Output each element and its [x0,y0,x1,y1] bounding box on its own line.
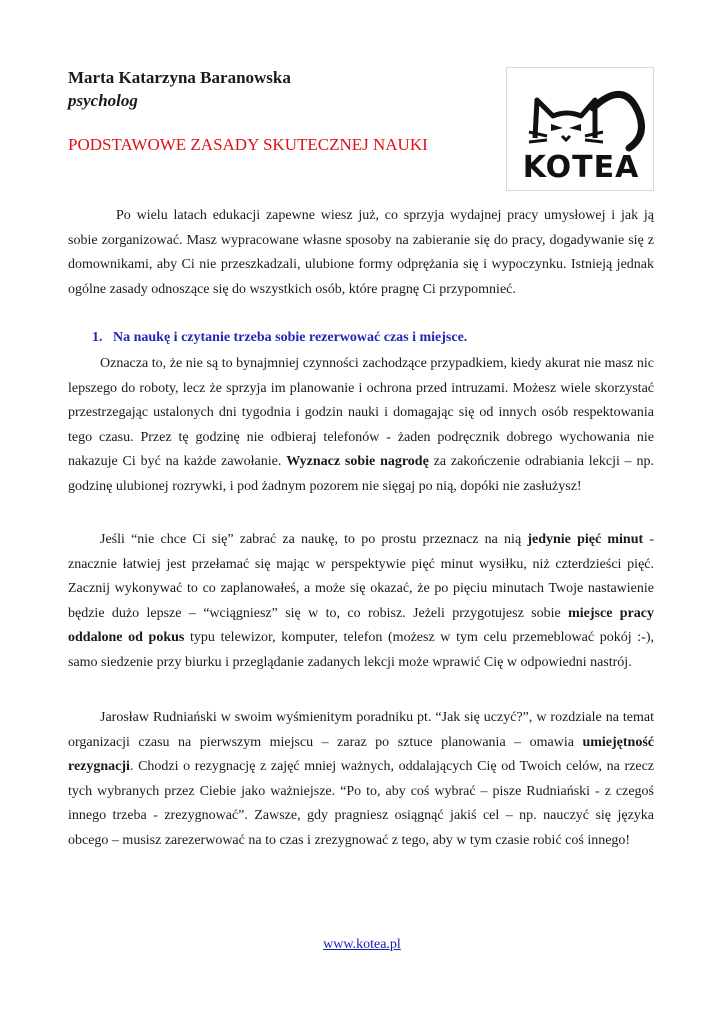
paragraph-3-text-b: . Chodzi o rezygnację z zajęć mniej ważnych, oddalających Cię od Twoich celów, na rzecz tych wybranych przez Ciebie jako ważniejsze. “Po to, aby coś wybrać – pisze Rudniański - z czegoś innego trzeba - zrezygnować”. Zawsze, gdy pragniesz osiągnąć jakiś cel – np. nauczyć się języka obcego – musisz zarezerwować na to czas i zrezygnować z tego, aby w tym czasie robić coś innego! [68,759,654,848]
author-role: psycholog [68,91,138,110]
paragraph-3-bold-a: umiejętność rezygnacji [68,734,654,774]
section-heading-text: Na naukę i czytanie trzeba sobie rezerwować czas i miejsce. [113,330,468,345]
paragraph-2-text-b: - znacznie łatwiej jest przełamać się mając w perspektywie pięć minut wysiłku, niż czterdzieści pięć. Zacznij wykonywać to co zaplanowałeś, a może się okazać, że po pięciu minutach Twoje nastawienie będzie dużo lepsze – “wciągniesz” się w to, co robisz. Jeżeli przygotujesz sobie [68,532,654,621]
paragraph-1-text-b: za zakończenie odrabiania lekcji – np. godzinę ulubionej rozrywki, i pod żadnym pozorem nie sięgaj po nią, dopóki nie zasłużysz! [68,454,654,494]
paragraph-3-text-a: Jarosław Rudniański w swoim wyśmienitym poradniku pt. “Jak się uczyć?”, w rozdziale na temat organizacji czasu na pierwszym miejscu – zaraz po sztuce planowania – omawia [68,710,654,750]
paragraph-2 [68,528,654,675]
logo-wordmark: KOTEA [522,150,640,185]
paragraph-2-text-c: typu telewizor, komputer, telefon (możesz w tym celu przemeblować pokój :-), samo siedzenie przy biurku i przeglądanie zadanych lekcji może wprawić Cię w odpowiedni nastrój. [68,630,655,670]
paragraph-3 [68,706,654,853]
intro-paragraph: Po wielu latach edukacji zapewne wiesz już, co sprzyja wydajnej pracy umysłowej i jak ją sobie zorganizować. Masz wypracowane własne sposoby na zabieranie się do pracy, dogadywanie się z domownikami, aby Ci nie przeszkadzali, ulubione formy odprężania się i wypoczynku. Istnieją jednak ogólne zasady odnoszące się do wszystkich osób, które pragnę Ci przypomnieć. [68,208,654,297]
kotea-logo [506,67,654,191]
paragraph-2-text-a: Jeśli “nie chce Ci się” zabrać za naukę, to po prostu przeznacz na nią [100,532,528,547]
section-heading [92,330,467,346]
paragraph-1 [68,352,654,499]
paragraph-1-bold-a: Wyznacz sobie nagrodę [286,454,429,469]
website-link[interactable]: www.kotea.pl [323,937,401,952]
section-number: 1. [92,330,103,345]
author-name: Marta Katarzyna Baranowska [68,68,291,87]
paragraph-1-text-a: Oznacza to, że nie są to bynajmniej czynności zachodzące przypadkiem, kiedy akurat nie masz nic lepszego do roboty, lecz że sprzyja im planowanie i ochrona przed intruzami. Możesz wiele skorzystać przestrzegając ustalonych dni tygodnia i godzin nauki i domagając się od innych osób respektowania tego czasu. Przez tę godzinę nie odbieraj telefonów - żaden podręcznik dobrego wychowania nie nakazuje Ci być na każde zawołanie. [68,356,654,469]
paragraph-2-bold-a: jedynie pięć minut [527,532,644,547]
document-title: PODSTAWOWE ZASADY SKUTECZNEJ NAUKI [68,135,428,154]
paragraph-2-bold-b: miejsce pracy oddalone od pokus [68,605,654,645]
